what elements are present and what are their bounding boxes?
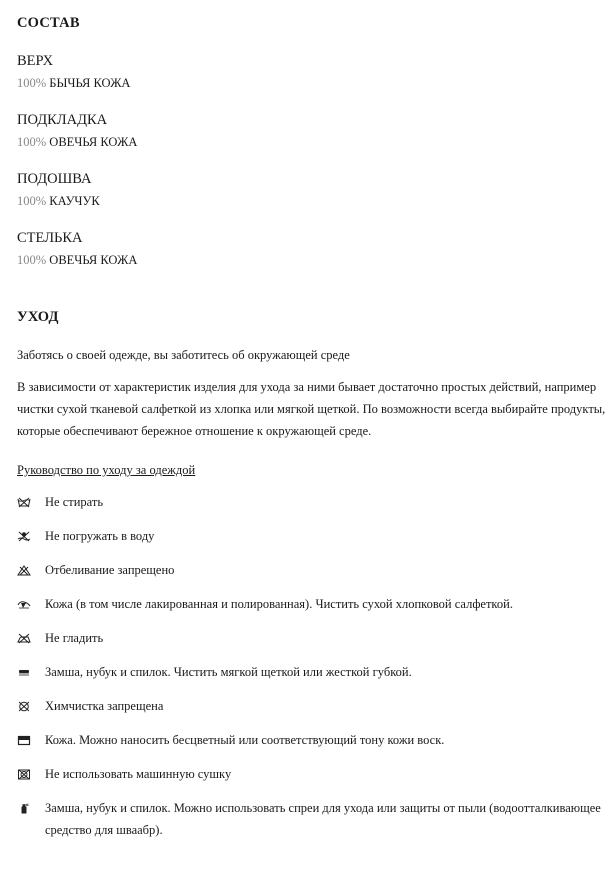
wax-icon bbox=[17, 729, 45, 751]
composition-insole bbox=[17, 229, 603, 268]
composition-label: ПОДОШВА bbox=[17, 171, 92, 187]
care-item-text: Химчистка запрещена bbox=[45, 699, 164, 713]
care-guide-link[interactable]: Руководство по уходу за одеждой bbox=[17, 463, 196, 477]
care-title: УХОД bbox=[17, 309, 59, 325]
care-intro: Заботясь о своей одежде, вы заботитесь об окружающей среде bbox=[17, 348, 350, 362]
no-dry-clean-icon bbox=[17, 695, 45, 717]
product-details bbox=[17, 14, 606, 853]
care-item-text: Не погружать в воду bbox=[45, 529, 155, 543]
no-tumble-dry-icon bbox=[17, 763, 45, 785]
composition-value bbox=[17, 193, 603, 209]
care-item-no-iron bbox=[17, 627, 603, 649]
composition-percent: 100% bbox=[17, 253, 47, 267]
composition-value bbox=[17, 134, 603, 150]
composition-upper bbox=[17, 52, 603, 91]
care-paragraph: В зависимости от характеристик изделия для ухода за ними бывает достаточно простых действий, например чистки сухой тканевой салфеткой из хлопка или мягкой щеткой. По возможности всегда выбирайте продукты, которые обеспечивают бережное отношение к окружающей среде. bbox=[17, 380, 606, 438]
care-item-brush bbox=[17, 661, 603, 683]
composition-sole bbox=[17, 170, 603, 209]
care-item-no-bleach bbox=[17, 559, 603, 581]
care-item-text: Кожа (в том числе лакированная и полированная). Чистить сухой хлопковой салфеткой. bbox=[45, 597, 513, 611]
composition-percent: 100% bbox=[17, 135, 47, 149]
no-soak-icon bbox=[17, 525, 45, 547]
no-wash-icon bbox=[17, 491, 45, 513]
care-item-no-tumble-dry bbox=[17, 763, 603, 785]
brush-icon bbox=[17, 661, 45, 683]
care-item-no-soak bbox=[17, 525, 603, 547]
care-item-text: Отбеливание запрещено bbox=[45, 563, 175, 577]
composition-label: ПОДКЛАДКА bbox=[17, 112, 108, 128]
composition-percent: 100% bbox=[17, 194, 47, 208]
spray-icon bbox=[17, 797, 45, 819]
composition-label: СТЕЛЬКА bbox=[17, 230, 83, 246]
composition-lining bbox=[17, 111, 603, 150]
care-item-text: Не использовать машинную сушку bbox=[45, 767, 232, 781]
composition-material: ОВЕЧЬЯ КОЖА bbox=[49, 135, 138, 149]
care-item-text: Не стирать bbox=[45, 495, 104, 509]
composition-title: СОСТАВ bbox=[17, 15, 80, 31]
composition-label: ВЕРХ bbox=[17, 53, 54, 69]
no-iron-icon bbox=[17, 627, 45, 649]
care-item-no-dry-clean bbox=[17, 695, 603, 717]
care-item-text: Кожа. Можно наносить бесцветный или соответствующий тону кожи воск. bbox=[45, 733, 445, 747]
composition-value bbox=[17, 252, 603, 268]
care-item-text: Замша, нубук и спилок. Можно использовать спреи для ухода или защиты от пыли (водоотталкивающее средство для шваабр). bbox=[45, 801, 601, 837]
composition-material: ОВЕЧЬЯ КОЖА bbox=[49, 253, 138, 267]
composition-percent: 100% bbox=[17, 76, 47, 90]
care-instructions-list bbox=[17, 491, 603, 841]
care-item-cloth-wipe bbox=[17, 593, 603, 615]
care-item-text: Не гладить bbox=[45, 631, 104, 645]
composition-material: КАУЧУК bbox=[49, 194, 100, 208]
care-item-wax bbox=[17, 729, 603, 751]
care-item-text: Замша, нубук и спилок. Чистить мягкой щеткой или жесткой губкой. bbox=[45, 665, 412, 679]
care-item-spray bbox=[17, 797, 603, 841]
composition-material: БЫЧЬЯ КОЖА bbox=[49, 76, 131, 90]
cloth-wipe-icon bbox=[17, 593, 45, 615]
composition-value bbox=[17, 75, 603, 91]
care-item-no-wash bbox=[17, 491, 603, 513]
no-bleach-icon bbox=[17, 559, 45, 581]
